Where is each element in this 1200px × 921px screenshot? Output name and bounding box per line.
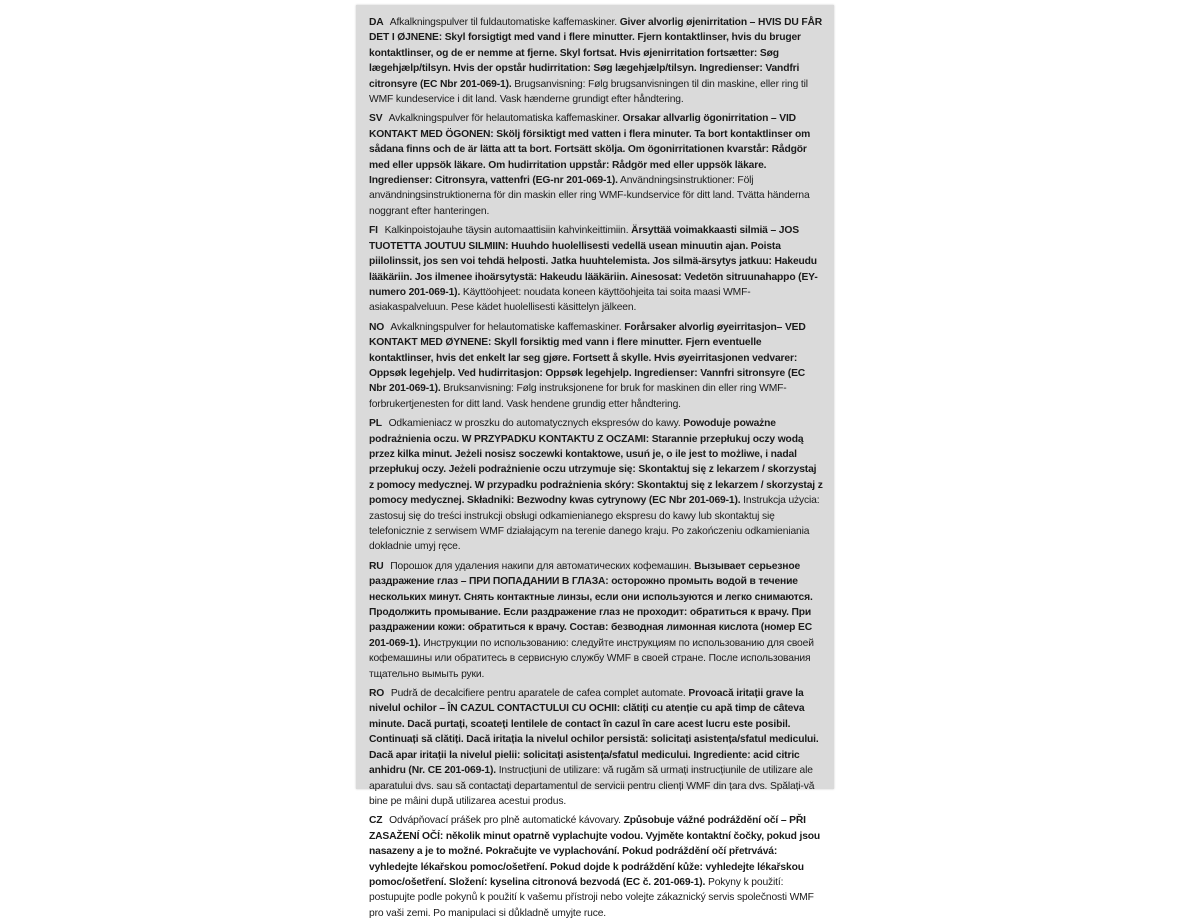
language-code: CZ — [369, 815, 383, 827]
section-pl — [369, 416, 824, 555]
language-code: RU — [369, 560, 384, 572]
section-intro: Kalkinpoistojauhe täysin automaattisiin kahvinkeittimiin. — [384, 225, 629, 237]
safety-warning: Orsakar allvarlig ögonirritation – VID KONTAKT MED ÖGONEN: Skölj försiktigt med vatten i flera minuter. Ta bort kontaktlinser om sådana finns och de är lätta att ta bort. Fortsätt skölja. Om ögonirritationen kvarstår: Rådgör med eller uppsök läkare. Om hudirritation uppstår: Rådgör med eller uppsök läkare. Ingredienser: Citronsyra, vattenfri (EG-nr 201-069-1). — [369, 113, 811, 187]
usage-instructions: Instrukcja użycia: zastosuj się do treści instrukcji obsługi odkamienianego ekspresu do kawy lub skontaktuj się telefonicznie z serwisem WMF działającym na terenie danego kraju. Po zakończeniu odkamieniania dokładnie umyj ręce. — [369, 495, 820, 553]
section-intro: Odkamieniacz w proszku do automatycznych ekspresów do kawy. — [388, 418, 681, 430]
usage-instructions: Instrucțiuni de utilizare: vă rugăm să urmați instrucțiunile de utilizare ale aparatului dvs. sau să contactați departamentul de servicii pentru clienți WMF din țara dvs. Spălați-vă bine pe mâini după utilizarea acestui produs. — [369, 765, 815, 807]
language-code: PL — [369, 418, 382, 430]
section-intro: Avkalkningspulver för helautomatiska kaffemaskiner. — [388, 113, 620, 125]
language-code: SV — [369, 113, 383, 125]
safety-warning: Powoduje poważne podrażnienia oczu. W PRZYPADKU KONTAKTU Z OCZAMI: Starannie przepłukuj oczy wodą przez kilka minut. Jeżeli nosisz soczewki kontaktowe, usuń je, o ile jest to możliwe, i nadal przepłukuj oczy. Jeżeli podrażnienie oczu utrzymuje się: Skontaktuj się z lekarzem / skorzystaj z pomocy medycznej. W przypadku podrażnienia skóry: Skontaktuj się z lekarzem / skorzystaj z pomocy medycznej. Składniki: Bezwodny kwas cytrynowy (EC Nbr 201-069-1). — [369, 418, 823, 507]
usage-instructions: Käyttöohjeet: noudata koneen käyttöohjeita tai soita maasi WMF-asiakaspalveluun. Pese kädet huolellisesti käsittelyn jälkeen. — [369, 286, 751, 314]
section-intro: Odvápňovací prášek pro plně automatické kávovary. — [389, 815, 621, 827]
safety-warning: Ärsyttää voimakkaasti silmiä – JOS TUOTETTA JOUTUU SILMIIN: Huuhdo huolellisesti vedellä usean minuutin ajan. Poista piilolinssit, jos sen voi tehdä helposti. Jatka huuhtelemista. Jos silmä-ärsytys jatkuu: Hakeudu lääkäriin. Jos ilmenee ihoärsytystä: Hakeudu lääkäriin. Ainesosat: Vedetön sitruunahappo (EY-numero 201-069-1). — [369, 225, 818, 298]
usage-instructions: Pokyny k použití: postupujte podle pokynů k použití k vašemu přístroji nebo volejte zákaznický servis společnosti WMF pro vaši zemi. Po manipulaci si důkladně umyjte ruce. — [369, 876, 814, 919]
instruction-label — [356, 5, 834, 919]
safety-warning: Forårsaker alvorlig øyeirritasjon– VED KONTAKT MED ØYNENE: Skyll forsiktig med vann i flere minutter. Fjern eventuelle kontaktlinser, hvis det enkelt lar seg gjøre. Fortsett å skylle. Hvis øyeirritasjonen vedvarer: Oppsøk legehjelp. Ved hudirritasjon: Oppsøk legehjelp. Ingredienser: Vannfri sitronsyre (EC Nbr 201-069-1). — [369, 321, 806, 395]
section-sv — [369, 111, 824, 219]
section-intro: Pudră de decalcifiere pentru aparatele de cafea complet automate. — [390, 688, 686, 700]
section-ru — [369, 559, 824, 682]
usage-instructions: Инструкции по использованию: следуйте инструкциям по использованию для своей кофемашины или обратитесь в сервисную службу WMF в своей стране. После использования тщательно вымыть руки. — [369, 637, 814, 680]
safety-warning: Provoacă iritații grave la nivelul ochilor – ÎN CAZUL CONTACTULUI CU OCHII: clătiți cu atenție cu apă timp de câteva minute. Dacă purtați, scoateți lentilele de contact în cazul în care acest lucru este posibil. Continuați să clătiți. Dacă iritația la nivelul ochilor persistă: solicitați asistența/sfatul medicului. Dacă apar iritații la nivelul pielii: solicitați asistența/sfatul medicului. Ingrediente: acid citric anhidru (Nr. CE 201-069-1). — [369, 688, 819, 777]
usage-instructions: Användningsinstruktioner: Följ användningsinstruktionerna för din maskin eller ring WMF-kundservice för ditt land. Tvätta händerna noggrant efter hanteringen. — [369, 175, 810, 217]
usage-instructions: Brugsanvisning: Følg brugsanvisningen til din maskine, eller ring til WMF kundeservice i dit land. Vask hænderne grundigt efter håndtering. — [369, 78, 808, 106]
section-intro: Avkalkningspulver for helautomatiske kaffemaskiner. — [390, 321, 622, 333]
usage-instructions: Bruksanvisning: Følg instruksjonene for bruk for maskinen din eller ring WMF-forbrukertjenesten for ditt land. Vask hendene grundig etter håndtering. — [369, 383, 787, 410]
section-da — [369, 15, 824, 107]
language-code: RO — [369, 688, 385, 700]
language-code: FI — [369, 225, 378, 237]
safety-warning: Вызывает серьезное раздражение глаз – ПРИ ПОПАДАНИИ В ГЛАЗА: осторожно промыть водой в течение нескольких минут. Снять контактные линзы, если они используются и легко снимаются. Продолжить промывание. Если раздражение глаз не проходит: обратиться к врачу. При раздражении кожи: обратиться к врачу. Состав: безводная лимонная кислота (номер ЕС 201-069-1). — [369, 560, 813, 649]
section-ro — [369, 686, 824, 809]
language-code: NO — [369, 321, 385, 333]
safety-warning: Giver alvorlig øjenirritation – HVIS DU FÅR DET I ØJNENE: Skyl forsigtigt med vand i flere minutter. Fjern kontaktlinser, hvis du bruger kontaktlinser, og de er nemme at fjerne. Skyl fortsat. Hvis øjenirritation fortsætter: Søg lægehjælp/tilsyn. Hvis der opstår hudirritation: Søg lægehjælp/tilsyn. Ingredienser: Vandfri citronsyre (EC Nbr 201-069-1). — [369, 17, 823, 90]
section-intro: Порошок для удаления накипи для автоматических кофемашин. — [390, 560, 692, 572]
section-no — [369, 320, 824, 412]
section-cz — [369, 813, 824, 921]
section-fi — [369, 223, 824, 315]
section-intro: Afkalkningspulver til fuldautomatiske kaffemaskiner. — [389, 17, 617, 28]
safety-warning: Způsobuje vážné podráždění očí – PŘI ZASAŽENÍ OČÍ: několik minut opatrně vyplachujte vodou. Vyjměte kontaktní čočky, pokud jsou nasazeny a je to možné. Pokračujte ve vyplachování. Pokud podráždění očí přetrvává: vyhledejte lékařskou pomoc/ošetření. Pokud dojde k podráždění kůže: vyhledejte lékařskou pomoc/ošetření. Složení: kyselina citronová bezvodá (EC č. 201-069-1). — [369, 815, 821, 888]
language-code: DA — [369, 17, 384, 28]
